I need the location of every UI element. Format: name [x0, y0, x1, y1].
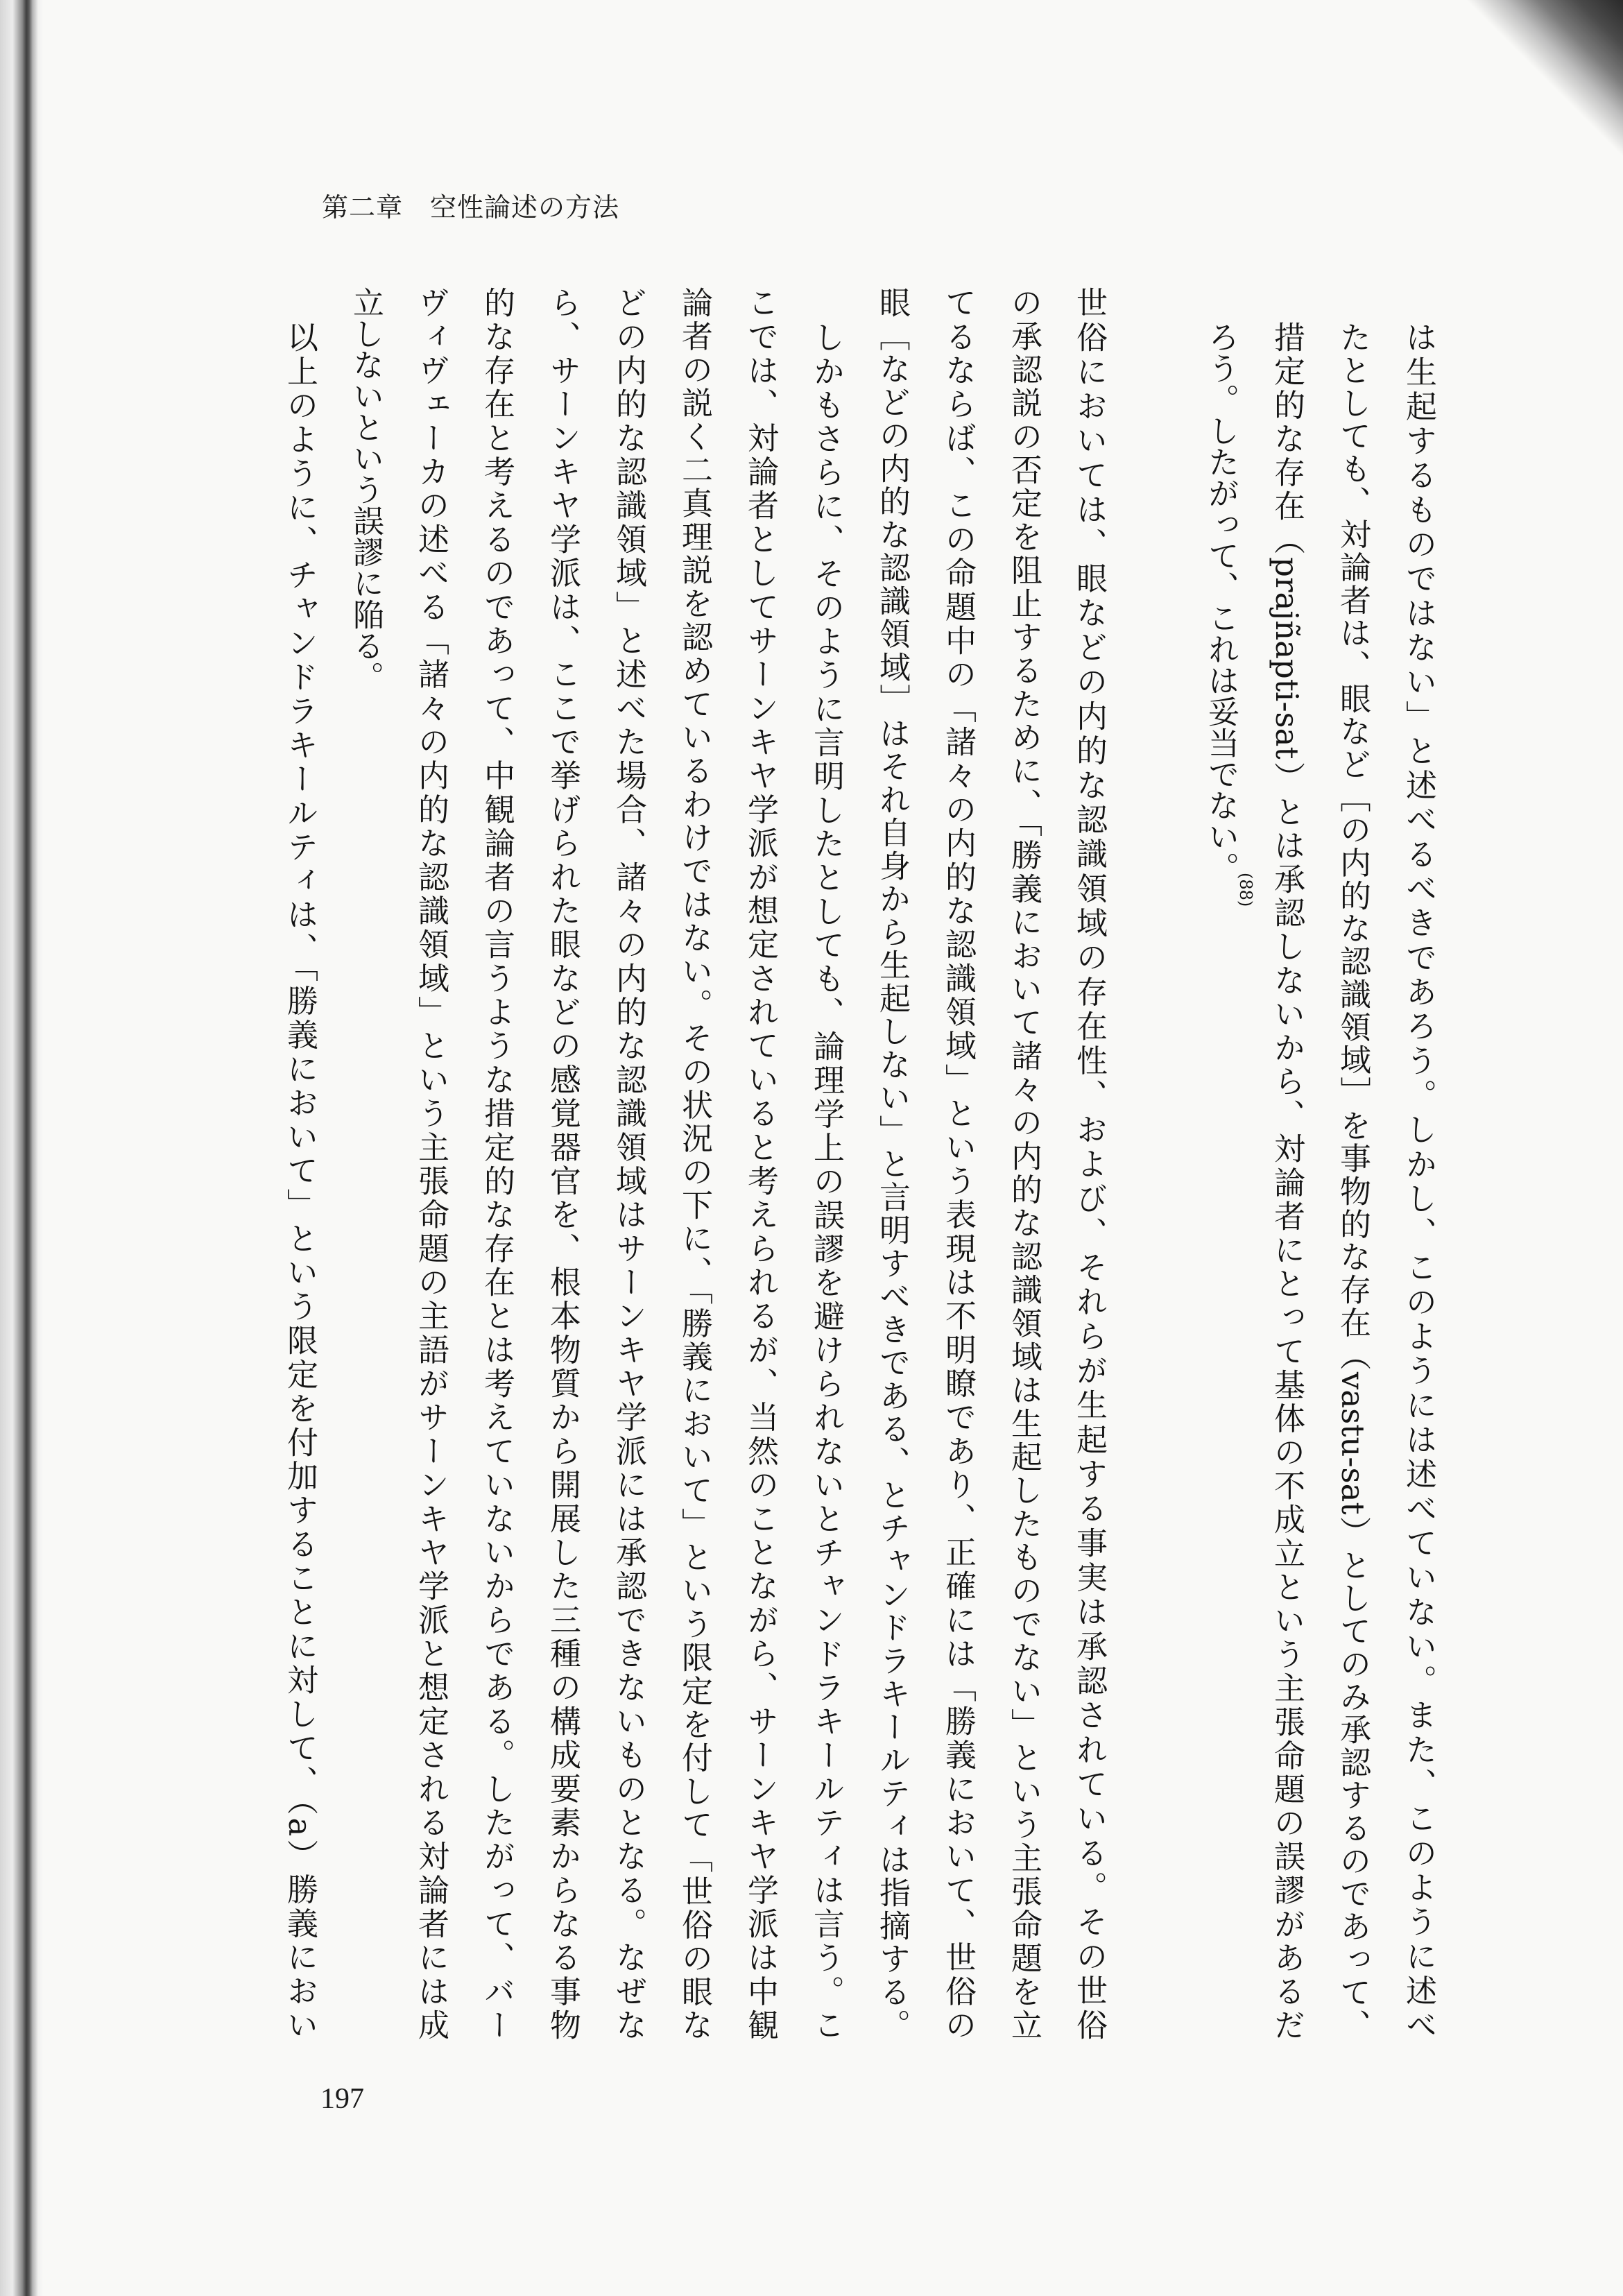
body-column-1: 世俗においては、眼などの内的な認識領域の存在性、および、それらが生起する事実は承認されている。その世俗: [1071, 286, 1108, 2040]
footnote-reference: (88): [1236, 873, 1255, 907]
body-column-8: どの内的な認識領域」と述べた場合、諸々の内的な認識領域はサーンキヤ学派には承認できないものとなる。なぜな: [610, 286, 647, 2040]
quote-column-4: ろう。したがって、これは妥当でない。: [1203, 321, 1239, 883]
body-column-9: ら、サーンキヤ学派は、ここで挙げられた眼などの感覚器官を、根本物質から開展した三種の構成要素からなる事物: [544, 286, 581, 2041]
body-column-10: 的な存在と考えるのであって、中観論者の言うような措定的な存在とは考えていないからである。したがって、バー: [479, 286, 515, 2040]
body-column-12: 立しないという誤謬に陥る。: [347, 286, 384, 692]
page-number: 197: [320, 2083, 364, 2115]
body-column-3: てるならば、この命題中の「諸々の内的な認識領域」という表現は不明瞭であり、正確には「勝義において、世俗の: [940, 286, 977, 2041]
body-column-2: の承認説の否定を阻止するために、「勝義において諸々の内的な認識領域は生起したものでない」という主張命題を立: [1006, 286, 1042, 2040]
quote-column-1: は生起するものではない」と述べるべきであろう。しかし、このようには述べていない。また、このように述べ: [1400, 321, 1437, 2040]
body-column-13: 以上のように、チャンドラキールティは、「勝義において」という限定を付加することに対して、（a）勝義におい: [282, 321, 318, 2040]
quote-column-3: 措定的な存在（prajñapti-sat）とは承認しないから、対論者にとって基体の不成立という主張命題の誤謬があるだ: [1269, 321, 1305, 2040]
running-header: 第二章 空性論述の方法: [322, 192, 620, 223]
page-corner-shadow: [1463, 0, 1623, 166]
quote-column-2: たとしても、対論者は、眼など［の内的な認識領域］を事物的な存在（vastu-sat）としてのみ承認するのであって、: [1334, 321, 1371, 2040]
binding-edge-shadow: [0, 0, 43, 2296]
body-column-6: こでは、対論者としてサーンキヤ学派が想定されていると考えられるが、当然のことながら、サーンキヤ学派は中観: [742, 286, 779, 2040]
body-column-5: しかもさらに、そのように言明したとしても、論理学上の誤謬を避けられないとチャンドラキールティは言う。こ: [808, 321, 845, 2040]
body-column-7: 論者の説く二真理説を認めているわけではない。その状況の下に、「勝義において」という限定を付して「世俗の眼な: [676, 286, 713, 2040]
body-column-4: 眼［などの内的な認識領域］はそれ自身から生起しない」と言明すべきである、とチャンドラキールティは指摘する。: [874, 286, 911, 2040]
body-column-11: ヴィヴェーカの述べる「諸々の内的な認識領域」という主張命題の主語がサーンキヤ学派と想定される対論者には成: [413, 286, 449, 2040]
